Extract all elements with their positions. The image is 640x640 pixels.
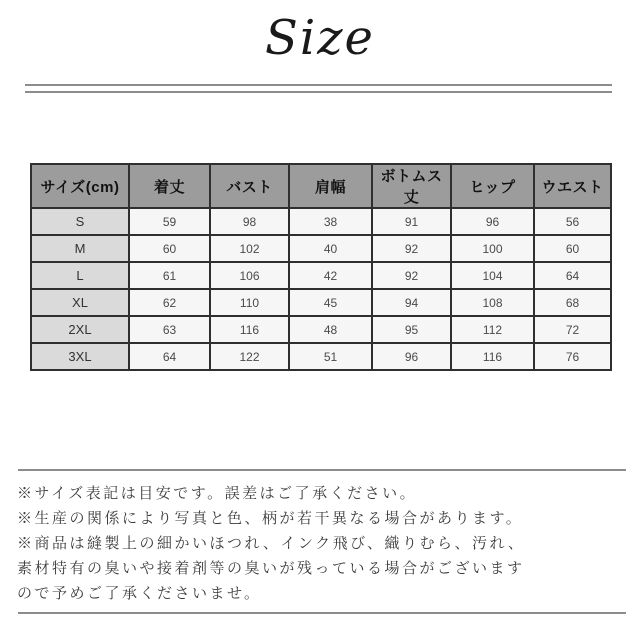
- measure-cell: 38: [289, 208, 372, 235]
- header-hip: ヒップ: [451, 164, 534, 208]
- measure-cell: 62: [129, 289, 210, 316]
- measure-cell: 92: [372, 262, 451, 289]
- measure-cell: 108: [451, 289, 534, 316]
- measure-cell: 94: [372, 289, 451, 316]
- measure-cell: 60: [534, 235, 611, 262]
- measure-cell: 60: [129, 235, 210, 262]
- measure-cell: 64: [129, 343, 210, 370]
- measure-cell: 68: [534, 289, 611, 316]
- size-label: M: [31, 235, 129, 262]
- note-line: ※サイズ表記は目安です。誤差はご了承ください。: [17, 485, 418, 502]
- size-label: L: [31, 262, 129, 289]
- measure-cell: 42: [289, 262, 372, 289]
- measure-cell: 92: [372, 235, 451, 262]
- header-bust: バスト: [210, 164, 289, 208]
- header-length: 着丈: [129, 164, 210, 208]
- size-label: 3XL: [31, 343, 129, 370]
- header-bottoms-length: ボトムス丈: [372, 164, 451, 208]
- measure-cell: 76: [534, 343, 611, 370]
- notes-divider-bottom: [18, 612, 626, 614]
- note-line: ※商品は縫製上の細かいほつれ、インク飛び、織りむら、汚れ、: [17, 535, 526, 552]
- note-line: ので予めご了承くださいませ。: [17, 585, 262, 602]
- measure-cell: 56: [534, 208, 611, 235]
- table-row: [31, 235, 611, 262]
- table-row: [31, 262, 611, 289]
- size-label: 2XL: [31, 316, 129, 343]
- measure-cell: 112: [451, 316, 534, 343]
- measure-cell: 106: [210, 262, 289, 289]
- measure-cell: 116: [210, 316, 289, 343]
- notes-divider-top: [18, 469, 626, 471]
- title-divider: [25, 84, 612, 93]
- table-header-row: [31, 164, 611, 208]
- measure-cell: 98: [210, 208, 289, 235]
- page-title: Size: [265, 10, 375, 66]
- size-table: [30, 163, 612, 371]
- note-line: 素材特有の臭いや接着剤等の臭いが残っている場合がございます: [17, 560, 525, 577]
- header-shoulder: 肩幅: [289, 164, 372, 208]
- note-line: ※生産の関係により写真と色、柄が若干異なる場合があります。: [17, 510, 524, 527]
- table-row: [31, 208, 611, 235]
- size-label: S: [31, 208, 129, 235]
- measure-cell: 91: [372, 208, 451, 235]
- measure-cell: 104: [451, 262, 534, 289]
- measure-cell: 63: [129, 316, 210, 343]
- measure-cell: 116: [451, 343, 534, 370]
- measure-cell: 64: [534, 262, 611, 289]
- table-row: [31, 289, 611, 316]
- measure-cell: 40: [289, 235, 372, 262]
- measure-cell: 51: [289, 343, 372, 370]
- measure-cell: 59: [129, 208, 210, 235]
- measure-cell: 72: [534, 316, 611, 343]
- measure-cell: 48: [289, 316, 372, 343]
- measure-cell: 96: [372, 343, 451, 370]
- measure-cell: 100: [451, 235, 534, 262]
- header-size-cm: サイズ(cm): [31, 164, 129, 208]
- table-row: [31, 316, 611, 343]
- measure-cell: 95: [372, 316, 451, 343]
- header-waist: ウエスト: [534, 164, 611, 208]
- measure-cell: 45: [289, 289, 372, 316]
- measure-cell: 122: [210, 343, 289, 370]
- measure-cell: 102: [210, 235, 289, 262]
- notes-block: [17, 481, 634, 606]
- size-label: XL: [31, 289, 129, 316]
- measure-cell: 96: [451, 208, 534, 235]
- measure-cell: 110: [210, 289, 289, 316]
- measure-cell: 61: [129, 262, 210, 289]
- table-row: [31, 343, 611, 370]
